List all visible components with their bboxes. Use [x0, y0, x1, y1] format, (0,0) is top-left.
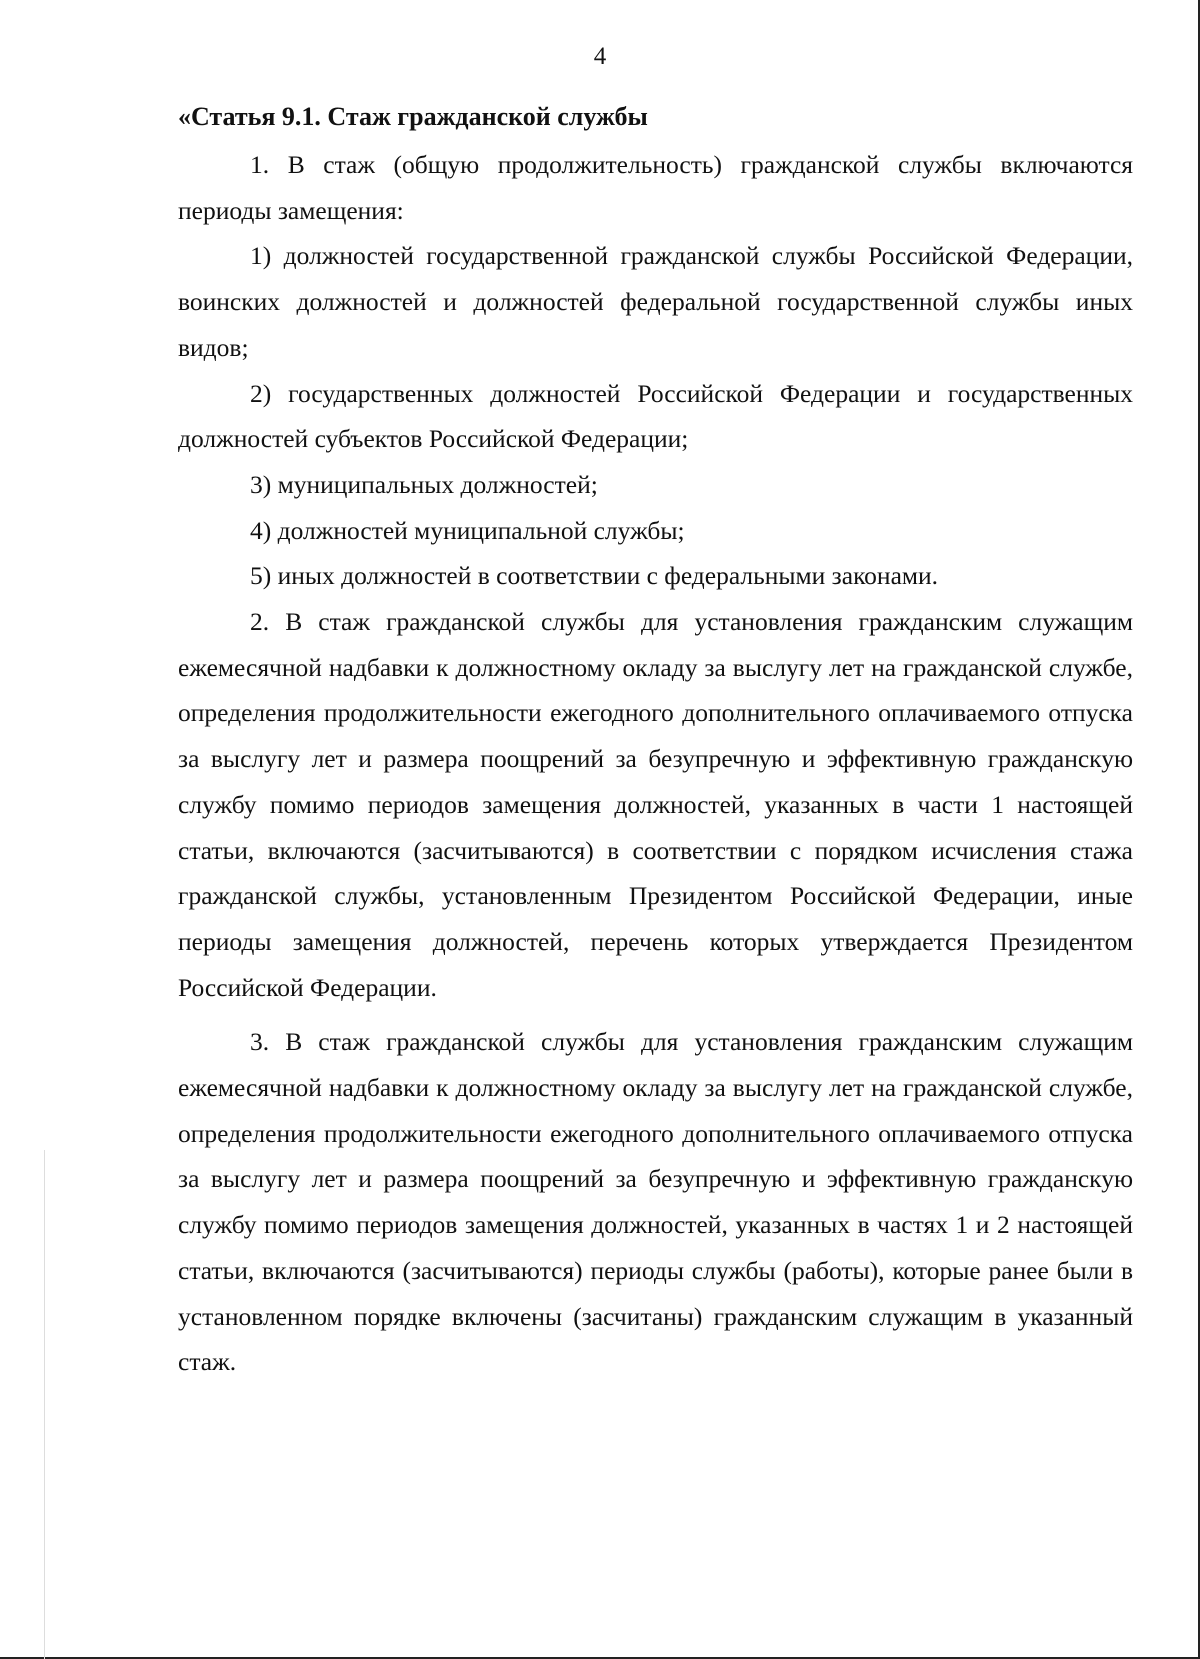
- scan-edge-left: [44, 1150, 45, 1659]
- list-item-1: 1) должностей государственной гражданской службы Российской Федерации, воинских должностей и должностей федеральной государственной службы иных видов;: [178, 241, 1133, 362]
- paragraph-1-intro: 1. В стаж (общую продолжительность) гражданской службы включаются периоды замещения:: [178, 150, 1133, 225]
- page-number: 4: [593, 43, 607, 70]
- paragraph-3: 3. В стаж гражданской службы для установления гражданским служащим ежемесячной надбавки к должностному окладу за выслугу лет на гражданской службе, определения продолжительности ежегодного дополнительного оплачиваемого отпуска за выслугу лет и размера поощрений за безупречную и эффективную гражданскую службу помимо периодов замещения должностей, указанных в частях 1 и 2 настоящей статьи, включаются (засчитываются) периоды службы (работы), которые ранее были в установленном порядке включены (засчитаны) гражданским служащим в указанный стаж.: [178, 1027, 1133, 1377]
- document-body: [178, 94, 1133, 1385]
- list-item-2: 2) государственных должностей Российской Федерации и государственных должностей субъектов Российской Федерации;: [178, 378, 1133, 454]
- paragraph-2: 2. В стаж гражданской службы для установления гражданским служащим ежемесячной надбавки к должностному окладу за выслугу лет на гражданской службе, определения продолжительности ежегодного дополнительного оплачиваемого отпуска за выслугу лет и размера поощрений за безупречную и эффективную гражданскую службу помимо периодов замещения должностей, указанных в части 1 настоящей статьи, включаются (засчитываются) в соответствии с порядком исчисления стажа гражданской службы, установленным Президентом Российской Федерации, иные периоды замещения должностей, перечень которых утверждается Президентом Российской Федерации.: [178, 607, 1133, 1002]
- list-item-4: 4) должностей муниципальной службы;: [250, 515, 685, 545]
- list-item-3: 3) муниципальных должностей;: [250, 469, 598, 499]
- list-item-5: 5) иных должностей в соответствии с федеральными законами.: [250, 561, 939, 591]
- article-title: «Статья 9.1. Стаж гражданской службы: [178, 102, 648, 131]
